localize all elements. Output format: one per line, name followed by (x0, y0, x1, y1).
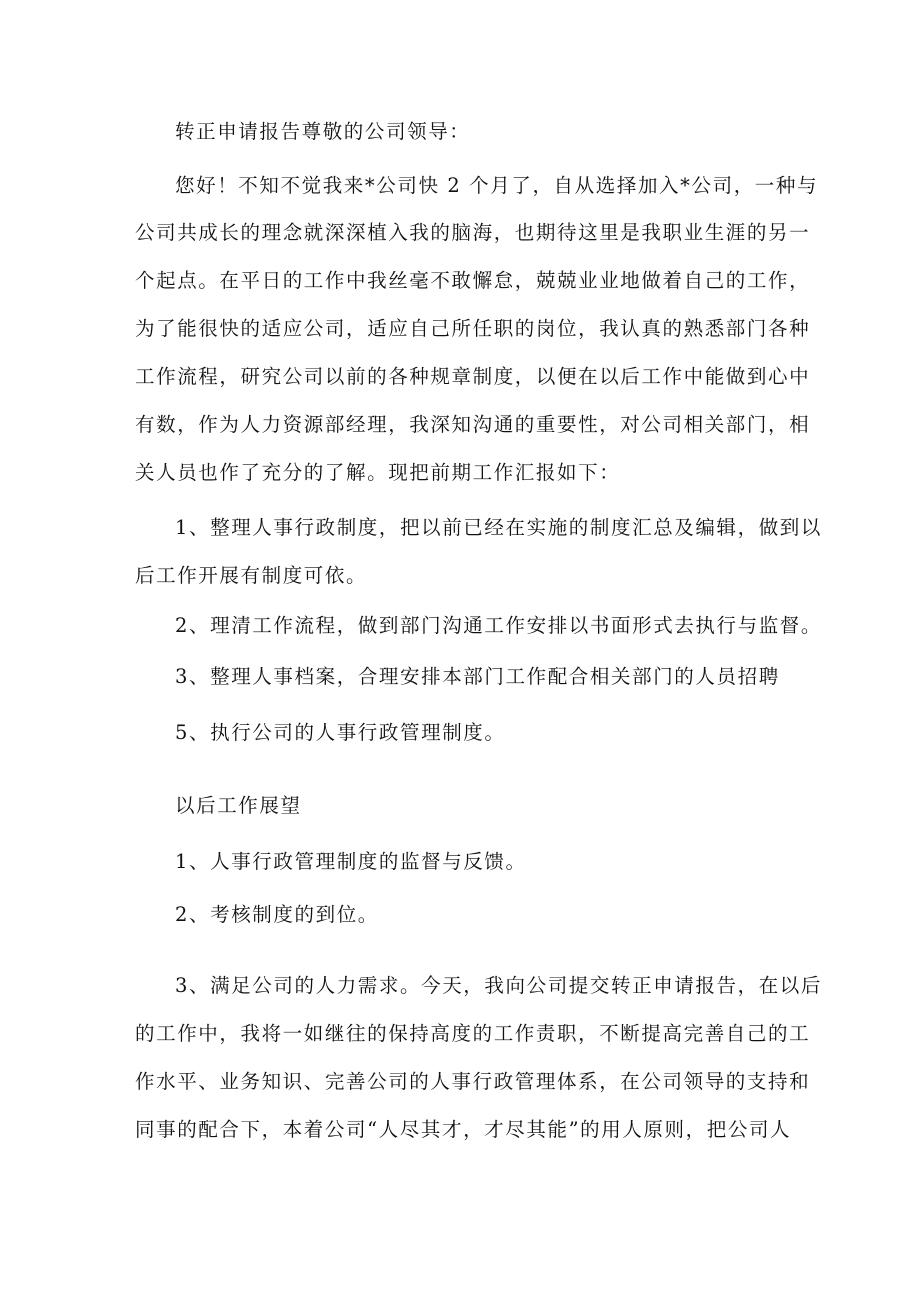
item1-line-1: 1、整理人事行政制度，把以前已经在实施的制度汇总及编辑，做到以 (175, 516, 823, 539)
item1-line-2: 后工作开展有制度可依。 (135, 564, 368, 587)
intro-line-1: 您好！不知不觉我来*公司快 2 个月了，自从选择加入*公司，一种与 (175, 174, 819, 197)
closing-line-1: 3、满足公司的人力需求。今天，我向公司提交转正申请报告，在以后 (175, 974, 823, 997)
outlook-item-2: 2、考核制度的到位。 (175, 903, 379, 926)
item3-line: 3、整理人事档案，合理安排本部门工作配合相关部门的人员招聘 (175, 665, 780, 688)
intro-line-5: 工作流程，研究公司以前的各种规章制度，以便在以后工作中能做到心中 (135, 365, 811, 388)
intro-line-4: 为了能很快的适应公司，适应自己所任职的岗位，我认真的熟悉部门各种 (135, 317, 811, 340)
intro-line-6: 有数，作为人力资源部经理，我深知沟通的重要性，对公司相关部门，相 (135, 413, 811, 436)
title-line: 转正申请报告尊敬的公司领导： (175, 120, 471, 143)
closing-line-3: 作水平、业务知识、完善公司的人事行政管理体系，在公司领导的支持和 (135, 1070, 811, 1093)
closing-line-4: 同事的配合下，本着公司“人尽其才，才尽其能”的用人原则，把公司人 (135, 1118, 792, 1141)
closing-line-2: 的工作中，我将一如继往的保持高度的工作责职，不断提高完善自己的工 (135, 1022, 811, 1045)
item5-line: 5、执行公司的人事行政管理制度。 (175, 721, 506, 744)
item2-line: 2、理清工作流程，做到部门沟通工作安排以书面形式去执行与监督。 (175, 614, 823, 637)
intro-line-3: 个起点。在平日的工作中我丝毫不敢懈怠，兢兢业业地做着自己的工作， (135, 269, 811, 292)
outlook-item-1: 1、人事行政管理制度的监督与反馈。 (175, 850, 527, 873)
intro-line-2: 公司共成长的理念就深深植入我的脑海，也期待这里是我职业生涯的另一 (135, 221, 811, 244)
intro-line-7: 关人员也作了充分的了解。现把前期工作汇报如下： (135, 461, 621, 484)
outlook-heading: 以后工作展望 (175, 794, 302, 817)
